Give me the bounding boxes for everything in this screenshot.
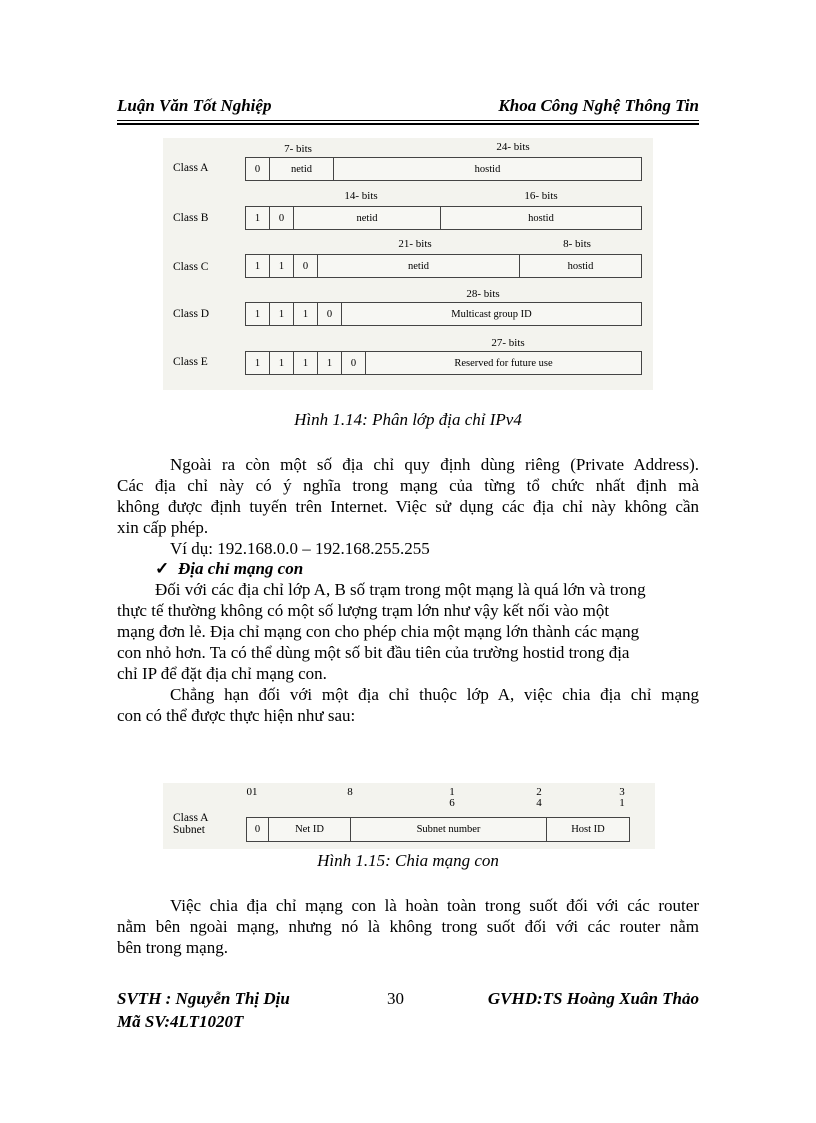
class-d-bit: 1 xyxy=(246,303,270,325)
subnet-row xyxy=(246,817,630,842)
bit-tick-top: 1 xyxy=(449,786,455,798)
class-d-row xyxy=(245,302,642,326)
paragraph-line: con có thể được thực hiện như sau: xyxy=(117,706,356,725)
class-e-bit: 1 xyxy=(246,352,270,374)
header-rule-thick xyxy=(117,123,699,125)
class-e-row xyxy=(245,351,642,375)
class-e-bit: 1 xyxy=(318,352,342,374)
class-c-row xyxy=(245,254,642,278)
subnet-label: Subnet xyxy=(173,824,205,836)
bit-tick-top: 3 xyxy=(619,786,625,798)
class-a-bits-host: 24- bits xyxy=(496,141,530,153)
class-d-bits: 28- bits xyxy=(466,288,500,300)
footer-student: SVTH : Nguyễn Thị Dịu xyxy=(117,989,290,1008)
paragraph-line: Ngoài ra còn một số địa chỉ quy định dùng riêng (Private Address). xyxy=(170,455,699,474)
class-c-label: Class C xyxy=(173,261,209,273)
class-a-hostid: hostid xyxy=(474,163,501,175)
bit-tick-bottom: 8 xyxy=(347,786,353,798)
class-e-label: Class E xyxy=(173,356,208,368)
header-left: Luận Văn Tốt Nghiệp xyxy=(117,96,272,115)
subheading: Địa chỉ mạng con xyxy=(178,559,304,578)
class-a-bits-net: 7- bits xyxy=(284,143,312,155)
figure-2-caption: Hình 1.15: Chia mạng con xyxy=(317,851,499,870)
page-number: 30 xyxy=(387,989,404,1008)
class-d-multicast: Multicast group ID xyxy=(451,308,532,320)
header-rule xyxy=(117,120,699,121)
class-a-label: Class A xyxy=(173,162,209,174)
bit-tick-bottom: 6 xyxy=(449,797,455,809)
class-e-bits: 27- bits xyxy=(491,337,525,349)
paragraph-line: xin cấp phép. xyxy=(117,518,209,537)
class-b-netid: netid xyxy=(294,207,441,229)
class-d-bit: 1 xyxy=(294,303,318,325)
ipv4-class-figure xyxy=(163,138,653,390)
paragraph-line: mạng đơn lẻ. Địa chỉ mạng con cho phép chia một mạng lớn thành các mạng xyxy=(117,622,640,641)
subnet-host-id: Host ID xyxy=(571,824,605,835)
example-line: Ví dụ: 192.168.0.0 – 192.168.255.255 xyxy=(170,539,430,558)
class-e-bit: 1 xyxy=(294,352,318,374)
class-b-row xyxy=(245,206,642,230)
class-e-reserved: Reserved for future use xyxy=(454,357,553,369)
subnet-net-id: Net ID xyxy=(269,818,351,841)
paragraph-line: thực tế thường không có một số lượng trạm lớn như vậy kết nối vào một xyxy=(117,601,610,620)
bit-tick xyxy=(612,787,632,809)
paragraph-line: Đối với các địa chỉ lớp A, B số trạm trong một mạng là quá lớn và trong xyxy=(155,580,646,599)
paragraph-line: con nhỏ hơn. Ta có thể dùng một số bit đầu tiên của trường hostid trong địa xyxy=(117,643,630,662)
subnet-class-label: Class A xyxy=(173,812,209,824)
paragraph-line: chỉ IP để đặt địa chỉ mạng con. xyxy=(117,664,327,683)
class-b-label: Class B xyxy=(173,212,209,224)
paragraph-line: bên trong mạng. xyxy=(117,938,228,957)
subnet-figure xyxy=(163,783,655,849)
paragraph-line: Chẳng hạn đối với một địa chỉ thuộc lớp A, việc chia địa chỉ mạng xyxy=(170,685,699,704)
class-b-hostid: hostid xyxy=(528,212,554,224)
bit-tick xyxy=(242,787,262,798)
bit-tick-bottom: 01 xyxy=(246,786,258,798)
paragraph-line: Các địa chỉ này có ý nghĩa trong mạng của từng tổ chức nhất định mà xyxy=(117,476,699,495)
class-c-netid: netid xyxy=(318,255,520,277)
bit-tick-top: 2 xyxy=(536,786,542,798)
footer-advisor: GVHD:TS Hoàng Xuân Thảo xyxy=(487,989,699,1008)
header-right: Khoa Công Nghệ Thông Tin xyxy=(498,96,699,115)
class-d-bit: 1 xyxy=(270,303,294,325)
class-c-bits-host: 8- bits xyxy=(563,238,591,250)
class-b-bit: 0 xyxy=(270,207,294,229)
class-d-bit: 0 xyxy=(318,303,342,325)
bit-tick-bottom: 4 xyxy=(536,797,542,809)
bit-tick-bottom: 1 xyxy=(619,797,625,809)
class-d-label: Class D xyxy=(173,308,210,320)
check-icon: ✓ xyxy=(155,559,170,578)
class-b-bits-net: 14- bits xyxy=(344,190,378,202)
class-c-bit: 1 xyxy=(270,255,294,277)
class-b-bit: 1 xyxy=(246,207,270,229)
bit-tick xyxy=(340,787,360,798)
class-c-hostid: hostid xyxy=(567,260,594,272)
class-e-bit: 0 xyxy=(342,352,366,374)
class-a-netid: netid xyxy=(270,158,334,180)
class-a-bit: 0 xyxy=(246,158,270,180)
bit-tick xyxy=(529,787,549,809)
class-c-bits-net: 21- bits xyxy=(398,238,432,250)
class-c-bit: 0 xyxy=(294,255,318,277)
class-a-row xyxy=(245,157,642,181)
subnet-bit: 0 xyxy=(247,818,269,841)
class-c-bit: 1 xyxy=(246,255,270,277)
paragraph-line: không được định tuyến trên Internet. Việc sử dụng các địa chỉ này không cần xyxy=(117,497,699,516)
paragraph-line: Việc chia địa chỉ mạng con là hoàn toàn trong suốt đối với các router xyxy=(170,896,699,915)
paragraph-line: nằm bên ngoài mạng, nhưng nó là không trong suốt đối với các router nằm xyxy=(117,917,699,936)
class-e-bit: 1 xyxy=(270,352,294,374)
subnet-number: Subnet number xyxy=(351,818,547,841)
bit-tick xyxy=(442,787,462,809)
figure-1-caption: Hình 1.14: Phân lớp địa chỉ IPv4 xyxy=(294,410,522,429)
class-b-bits-host: 16- bits xyxy=(524,190,558,202)
footer-student-id: Mã SV:4LT1020T xyxy=(117,1012,244,1031)
